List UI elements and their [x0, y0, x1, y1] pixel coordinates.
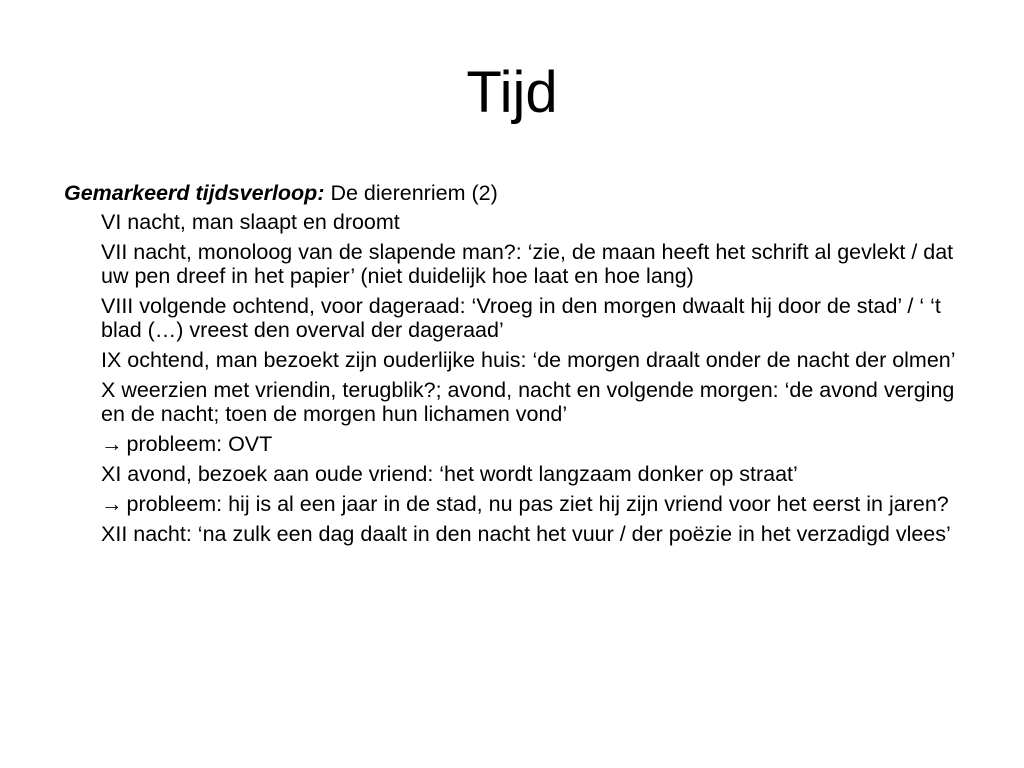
lead-text: De dierenriem (2) — [324, 181, 498, 205]
lead-line — [64, 181, 964, 205]
list-item-text: probleem: hij is al een jaar in de stad, nu pas ziet hij zijn vriend voor het eerst in jaren? — [126, 492, 949, 516]
slide-content — [64, 181, 964, 552]
list-item — [101, 378, 964, 426]
list-item-text: VIII volgende ochtend, voor dageraad: ‘Vroeg in den morgen dwaalt hij door de stad’ / ‘ ‘t blad (…) vreest den overval der dageraad’ — [101, 294, 941, 342]
list-item — [101, 210, 964, 234]
list-item-text: X weerzien met vriendin, terugblik?; avond, nacht en volgende morgen: ‘de avond verging en de nacht; toen de morgen hun lichamen vond’ — [101, 378, 955, 426]
list-item-text: VII nacht, monoloog van de slapende man?: ‘zie, de maan heeft het schrift al gevlekt / dat uw pen dreef in het papier’ (niet duidelijk hoe laat en hoe lang) — [101, 240, 954, 288]
slide-title: Tijd — [466, 60, 558, 125]
list-item — [101, 348, 964, 372]
list-item — [101, 432, 964, 456]
list-item — [101, 492, 964, 516]
right-arrow-icon: → — [101, 492, 123, 516]
list-item — [101, 462, 964, 486]
lead-label: Gemarkeerd tijdsverloop: — [64, 181, 325, 205]
list-item — [101, 240, 964, 288]
list-item — [101, 522, 964, 546]
list-item-text: XI avond, bezoek aan oude vriend: ‘het wordt langzaam donker op straat’ — [101, 462, 798, 486]
list-item-text: XII nacht: ‘na zulk een dag daalt in den nacht het vuur / der poëzie in het verzadigd vlees’ — [101, 522, 951, 546]
list-item-text: IX ochtend, man bezoekt zijn ouderlijke huis: ‘de morgen draalt onder de nacht der olmen’ — [101, 348, 956, 372]
right-arrow-icon: → — [101, 432, 123, 456]
list-item-text: probleem: OVT — [126, 432, 273, 456]
list-item-text: VI nacht, man slaapt en droomt — [101, 210, 400, 234]
list-item — [101, 294, 964, 342]
